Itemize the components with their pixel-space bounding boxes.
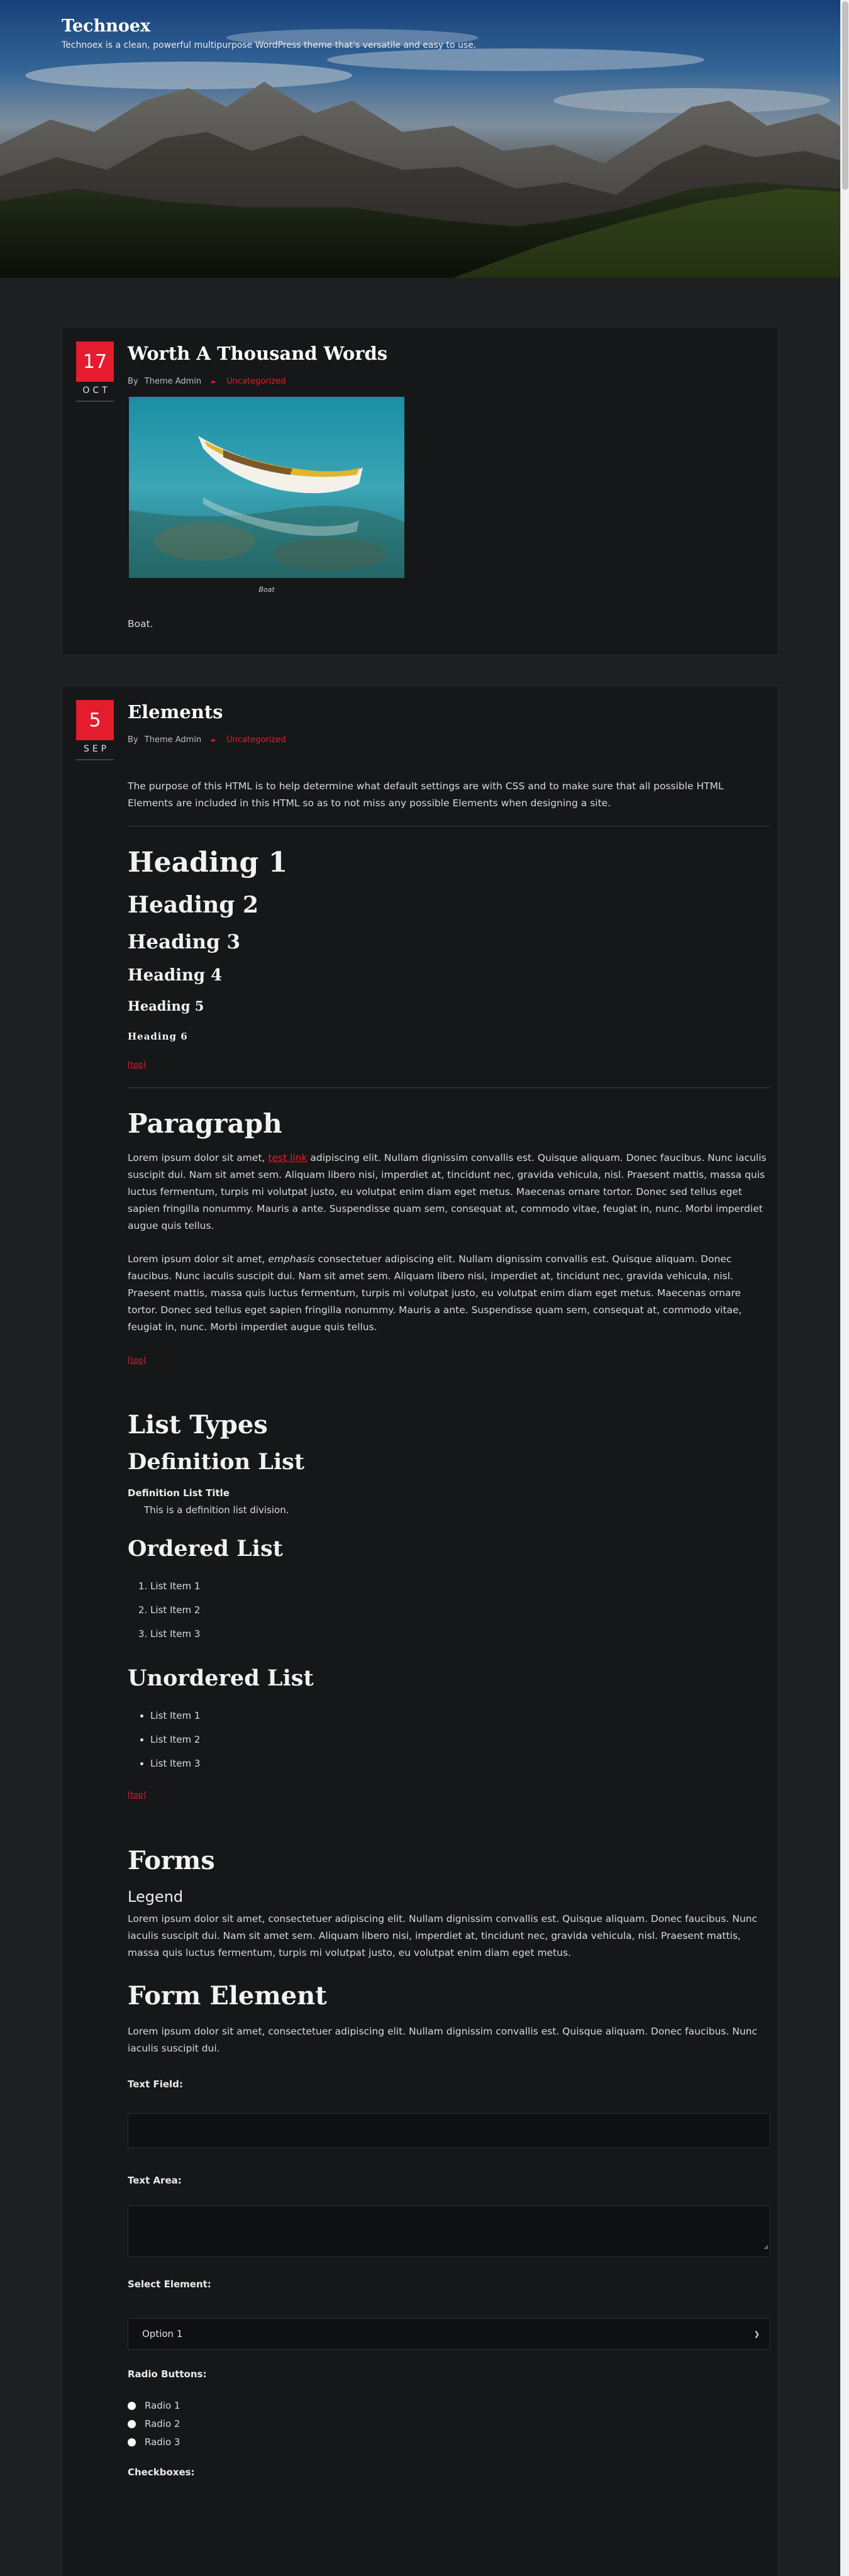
radio-buttons-label: Radio Buttons: [128,2368,207,2380]
list-item: • List Item 1 [150,1704,770,1728]
heading-4: Heading 4 [128,966,223,985]
radio-icon[interactable] [128,2438,136,2446]
select-element[interactable] [128,2318,770,2350]
top-link[interactable]: [top] [128,1060,147,1069]
heading-5: Heading 5 [128,998,204,1014]
text-area-label: Text Area: [128,2175,182,2186]
divider [128,1087,770,1088]
radio-group [128,2397,770,2451]
post-meta [128,735,286,745]
list-item: 2. List Item 2 [150,1598,770,1622]
meta-by: By [128,377,138,386]
chevron-down-icon: ❯ [753,2329,760,2338]
post-meta [128,377,286,386]
definition-description: This is a definition list division. [144,1504,289,1516]
form-element-text: Lorem ipsum dolor sit amet, consectetuer adipiscing elit. Nullam dignissim convallis est. Quisque aliquam. Donec faucibus. Nunc iaculis suscipit dui. [128,2026,758,2054]
post-date-badge [76,700,114,760]
meta-category[interactable]: Uncategorized [226,735,286,745]
resize-handle-icon[interactable]: ◢ [763,2244,768,2250]
text-area-input[interactable] [128,2206,770,2257]
intro-paragraph: The purpose of this HTML is to help determine what default settings are with CSS and to make sure that all possible HTML Elements are included in this HTML so as to not miss any possible Elements when designing a site. [128,780,724,809]
select-element-label: Select Element: [128,2279,211,2290]
definition-list-heading: Definition List [128,1449,305,1475]
radio-icon[interactable] [128,2402,136,2410]
unordered-list-heading: Unordered List [128,1665,314,1691]
legend: Legend [128,1888,184,1906]
heading-6: Heading 6 [128,1031,188,1042]
definition-term: Definition List Title [128,1487,230,1499]
post-date-day: 17 [76,341,114,382]
meta-author[interactable]: Theme Admin [144,377,202,386]
form-element-heading: Form Element [128,1981,327,2011]
image-caption: Boat [258,586,275,594]
paragraph-2: Lorem ipsum dolor sit amet, emphasis consectetuer adipiscing elit. Nullam dignissim convallis est. Quisque aliquam. Donec faucibus. Nunc iaculis suscipit dui. Nam sit amet sem. Aliquam libero nisi, imperdiet at, tincidunt nec, gravida vehicula, nisl. Praesent mattis, massa quis luctus fermentum, turpis mi volutpat justo, eu volutpat enim diam eget metus. Maecenas ornare tortor. Donec sed tellus eget sapien fringilla nonummy. Mauris a ante. Suspendisse quam sem, consequat at, commodo vitae, feugiat in, nunc. Morbi imperdiet augue quis tellus. [128,1253,742,1333]
test-link[interactable]: test link [268,1152,308,1163]
post-excerpt: Boat. [128,618,153,630]
scrollbar-thumb[interactable] [842,1,848,190]
meta-by: By [128,735,138,745]
ordered-list [128,1574,770,1646]
meta-arrow-icon: ► [211,737,217,744]
text-field-input[interactable] [128,2113,770,2148]
radio-option-3[interactable]: Radio 3 [128,2433,770,2451]
legend-text: Lorem ipsum dolor sit amet, consectetuer adipiscing elit. Nullam dignissim convallis est. Quisque aliquam. Donec faucibus. Nunc iaculis suscipit dui. Nam sit amet sem. Aliquam libero nisi, imperdiet at, tincidunt nec, gravida vehicula, nisl. Praesent mattis, massa quis luctus fermentum, turpis mi volutpat justo, eu volutpat enim diam eget metus. [128,1913,758,1958]
top-link[interactable]: [top] [128,1790,147,1799]
list-types-heading: List Types [128,1410,268,1440]
post-card-worth-a-thousand-words [62,327,779,655]
select-value: Option 1 [142,2328,183,2340]
paragraph-heading: Paragraph [128,1108,282,1139]
radio-option-1[interactable]: Radio 1 [128,2397,770,2415]
checkboxes-label: Checkboxes: [128,2467,195,2478]
post-title[interactable]: Elements [128,701,223,723]
meta-arrow-icon: ► [211,379,217,386]
post-date-day: 5 [76,700,114,740]
text-field-label: Text Field: [128,2079,183,2090]
paragraph-1: Lorem ipsum dolor sit amet, test link adipiscing elit. Nullam dignissim convallis est. Quisque aliquam. Donec faucibus. Nunc iaculis suscipit dui. Nam sit amet sem. Aliquam libero nisi, imperdiet at, tincidunt nec, gravida vehicula, nisl. Praesent mattis, massa quis luctus fermentum, turpis mi volutpat justo, eu volutpat enim diam eget metus. Maecenas ornare tortor. Donec sed tellus eget sapien fringilla nonummy. Mauris a ante. Suspendisse quam sem, consequat at, commodo vitae, feugiat in, nunc. Morbi imperdiet augue quis tellus. [128,1152,767,1231]
heading-2: Heading 2 [128,892,259,918]
site-title[interactable]: Technoex [62,16,151,36]
post-title[interactable]: Worth A Thousand Words [128,343,388,364]
list-item: • List Item 3 [150,1752,770,1775]
heading-1: Heading 1 [128,847,288,879]
unordered-list [128,1704,770,1775]
post-content [128,778,770,2481]
list-item: • List Item 2 [150,1728,770,1752]
heading-3: Heading 3 [128,931,241,953]
site-header [0,0,840,278]
boat-image[interactable] [129,397,404,578]
radio-option-2[interactable]: Radio 2 [128,2415,770,2433]
emphasis-text: emphasis [268,1253,315,1265]
page-scrollbar[interactable] [840,0,849,2576]
meta-author[interactable]: Theme Admin [144,735,202,745]
post-card-elements [62,686,779,2576]
list-item: 3. List Item 3 [150,1622,770,1646]
ordered-list-heading: Ordered List [128,1536,283,1562]
site-description: Technoex is a clean, powerful multipurpose WordPress theme that's versatile and easy to use. [62,40,477,50]
post-date-badge [76,341,114,402]
forms-heading: Forms [128,1846,215,1875]
radio-icon[interactable] [128,2420,136,2428]
list-item: 1. List Item 1 [150,1574,770,1598]
post-date-month: OCT [76,382,114,402]
top-link[interactable]: [top] [128,1356,147,1365]
meta-category[interactable]: Uncategorized [226,377,286,386]
post-date-month: SEP [76,740,114,760]
